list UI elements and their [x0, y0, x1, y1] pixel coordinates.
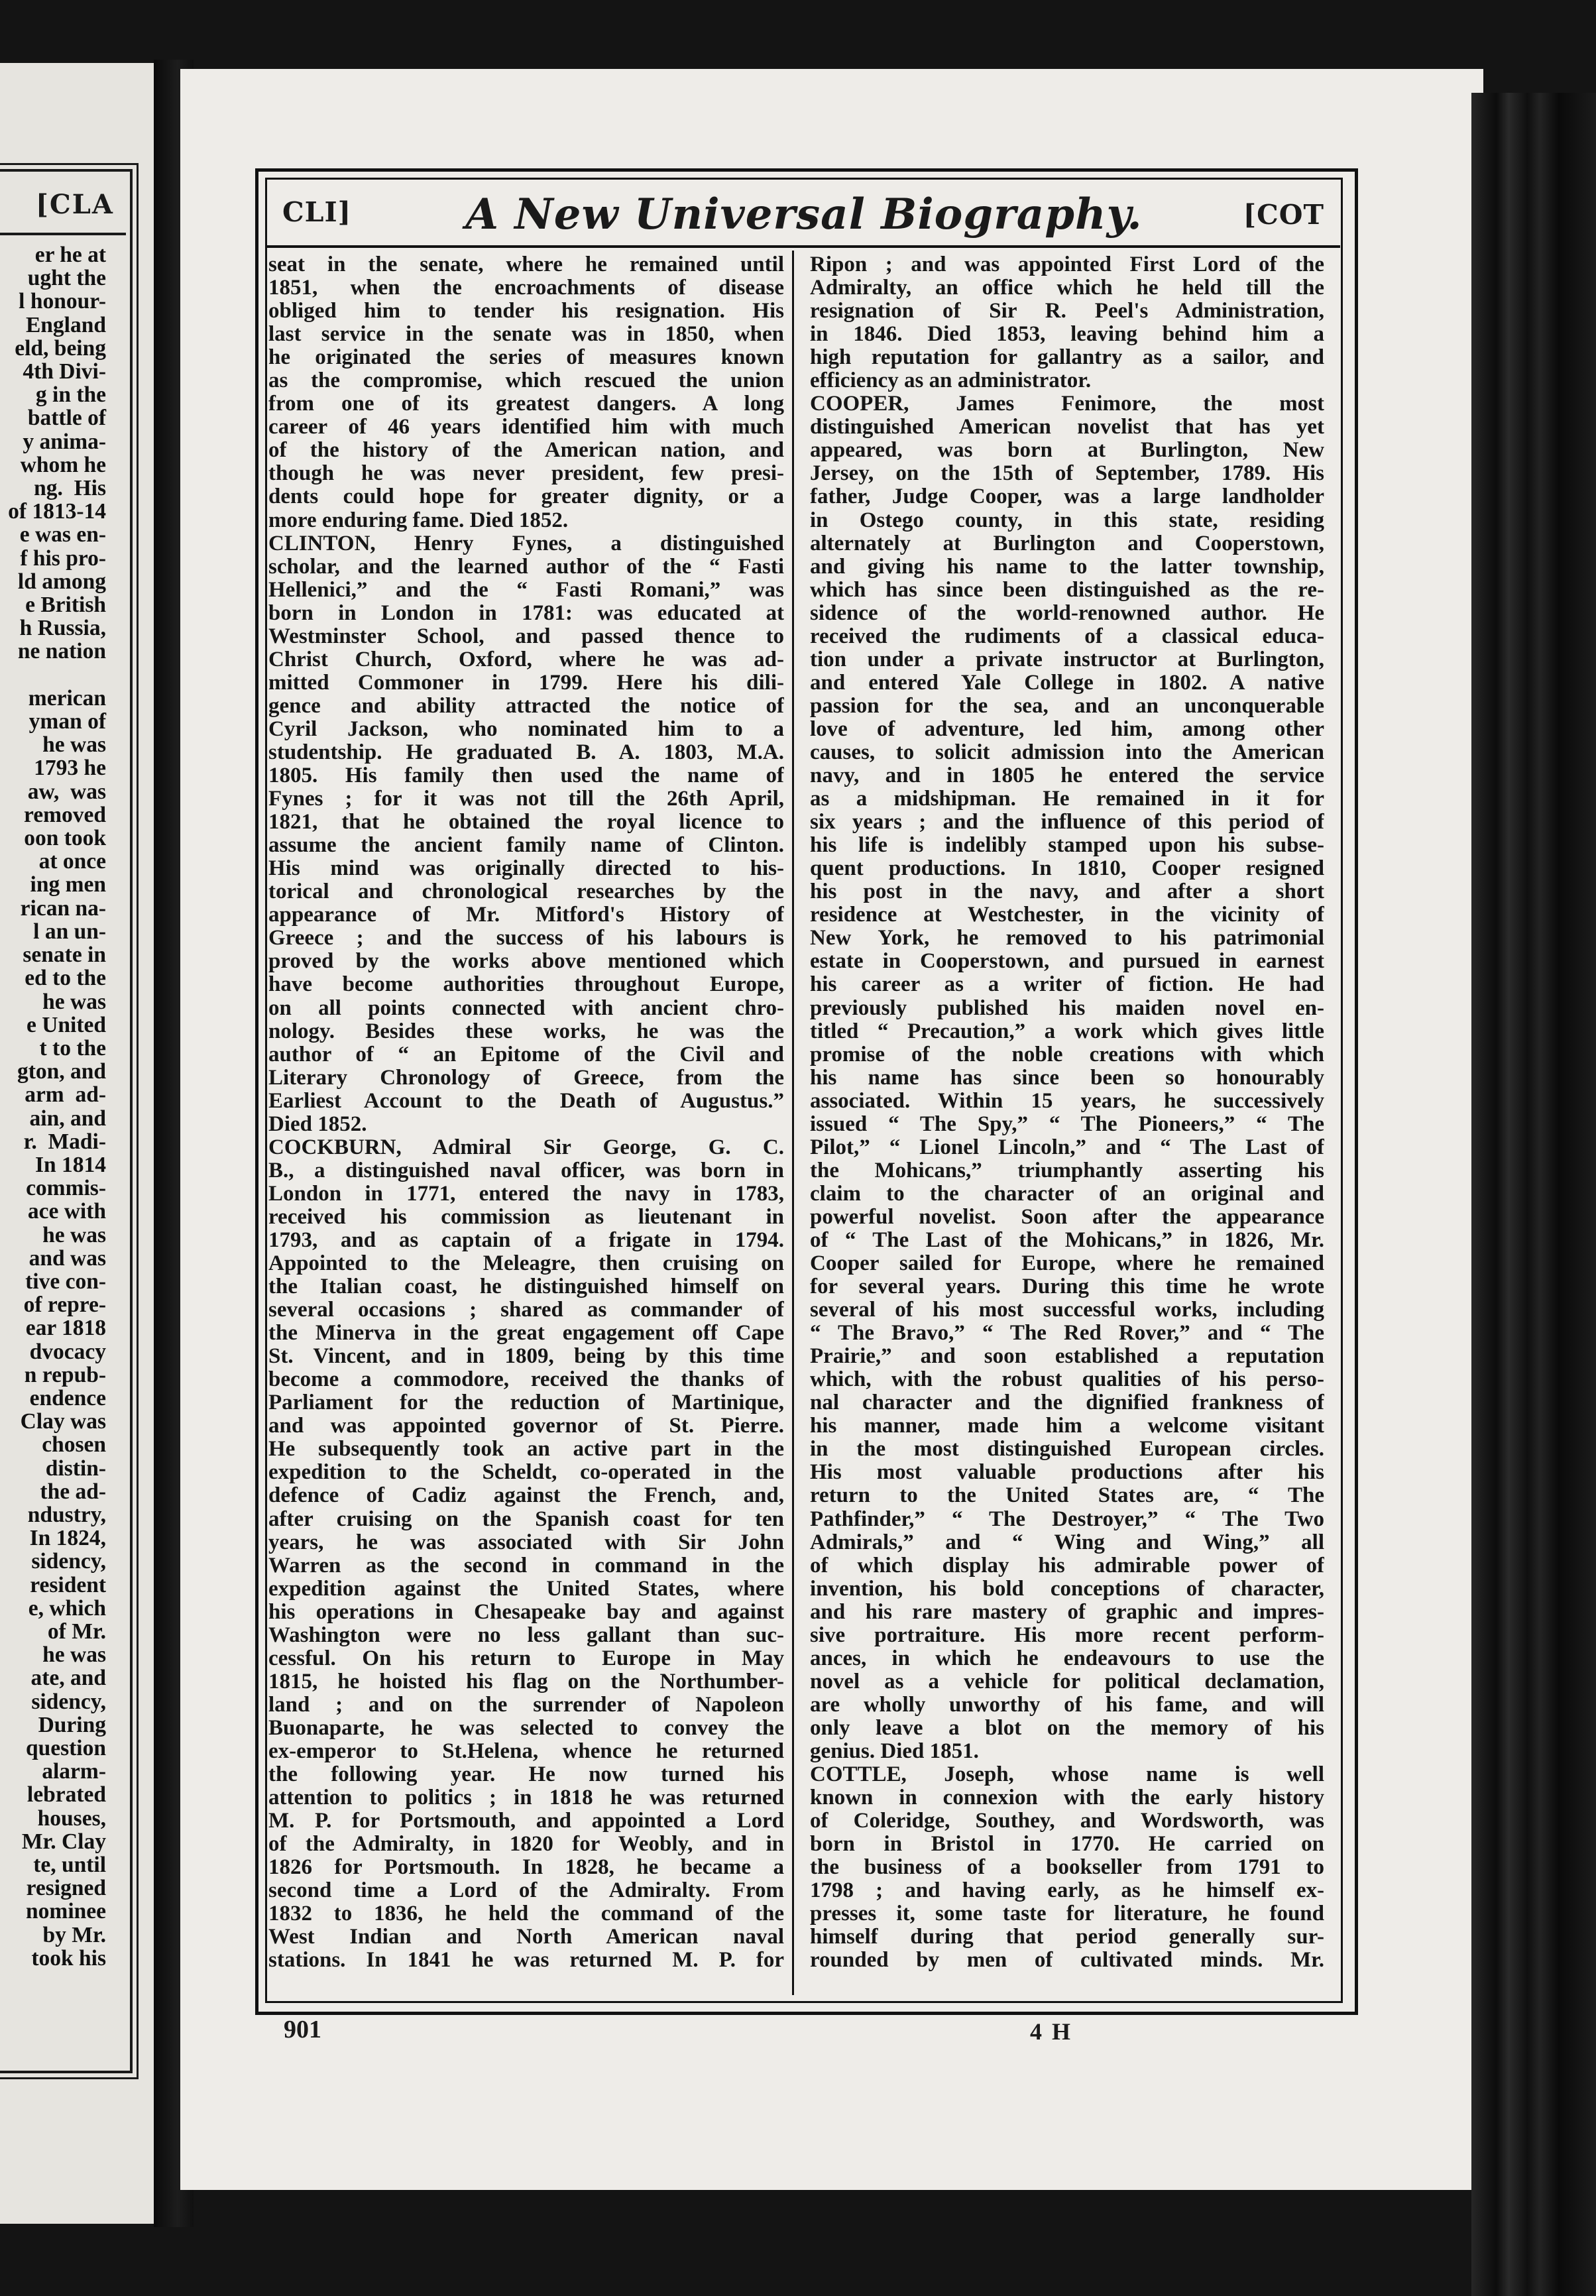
text-line: ances, in which he endeavours to use the [810, 1646, 1324, 1670]
text-line: stations. In 1841 he was returned M. P. for [268, 1949, 784, 1973]
previous-page-line: Clay was [20, 1409, 106, 1434]
text-line: are wholly unworthy of his fame, and will [810, 1693, 1324, 1717]
previous-page-line: ace with [27, 1199, 106, 1224]
text-line: distinguished American novelist that has yet [810, 416, 1324, 439]
text-line: scholar, and the learned author of the “ Fasti [268, 555, 784, 579]
previous-page-line: he was [42, 1222, 106, 1247]
column-divider [792, 251, 794, 1995]
text-line: Earliest Account to the Death of Augustus.” [268, 1089, 784, 1113]
previous-page-line: ng. His [34, 476, 106, 501]
previous-page-line: rican na- [20, 895, 106, 921]
text-line: sive portraiture. His more recent perform- [810, 1623, 1324, 1647]
text-line: have become authorities throughout Europe, [268, 973, 784, 997]
text-line: the following year. He now turned his [268, 1763, 784, 1787]
text-line: seat in the senate, where he remained until [268, 253, 784, 276]
text-line: of the Admiralty, in 1820 for Weobly, and in [268, 1833, 784, 1857]
header-rule [265, 245, 1340, 248]
text-line: novel as a vehicle for political declamation, [810, 1670, 1324, 1693]
text-line: Christ Church, Oxford, where he was ad- [268, 648, 784, 671]
previous-page-line: n repub- [24, 1362, 106, 1387]
text-line: years, he was associated with Sir John [268, 1530, 784, 1554]
text-line: estate in Cooperstown, and pursued in earnest [810, 950, 1324, 974]
previous-page-line: nominee [26, 1899, 106, 1924]
book-page-edges [1471, 93, 1596, 2296]
previous-page-line: lebrated [27, 1782, 106, 1808]
previous-page-line: e was en- [19, 522, 106, 547]
previous-page-line: resident [30, 1572, 106, 1597]
previous-page-line: he was [42, 1642, 106, 1668]
text-line: COTTLE, Joseph, whose name is well [810, 1763, 1324, 1787]
text-line: efficiency as an administrator. [810, 369, 1092, 393]
previous-page-line: During [38, 1712, 106, 1737]
previous-page-line: ld among [17, 569, 106, 594]
text-line: attention to politics ; in 1818 he was returned [268, 1786, 784, 1810]
text-line: studentship. He graduated B. A. 1803, M.A. [268, 740, 784, 764]
text-line: as a midshipman. He remained in it for [810, 787, 1324, 811]
text-line: genius. Died 1851. [810, 1740, 979, 1763]
previous-page-line: g in the [35, 382, 106, 408]
previous-page-line: alarm- [42, 1759, 106, 1784]
text-column-left [268, 253, 784, 1972]
previous-page-line: took his [31, 1945, 106, 1971]
text-line: quent productions. In 1810, Cooper resigned [810, 857, 1324, 881]
text-line: his name has since been so honourably [810, 1066, 1324, 1090]
header-right-label: [COT [1243, 199, 1324, 231]
text-line: assume the ancient family name of Clinton. [268, 834, 784, 858]
previous-page-line: te, until [33, 1853, 106, 1878]
previous-page-line: of repre- [23, 1292, 106, 1318]
previous-page-line: battle of [27, 406, 106, 431]
text-line: Westminster School, and passed thence to [268, 624, 784, 648]
previous-page-line: f his pro- [20, 545, 106, 571]
header-title: A New Universal Biography. [465, 190, 1143, 239]
running-header [265, 182, 1343, 243]
previous-page-line: h Russia, [19, 616, 106, 641]
text-line: of the history of the American nation, and [268, 439, 784, 463]
text-line: more enduring fame. Died 1852. [268, 508, 569, 532]
text-line: land ; and on the surrender of Napoleon [268, 1693, 784, 1717]
text-line: powerful novelist. Soon after the appearance [810, 1205, 1324, 1229]
text-line: sidence of the world-renowned author. He [810, 601, 1324, 625]
text-line: in the most distinguished European circles. [810, 1438, 1324, 1462]
previous-page-line: sidency, [31, 1549, 106, 1574]
text-line: Hellenici,” and the “ Fasti Romani,” was [268, 578, 784, 602]
previous-page-line: gton, and [17, 1059, 106, 1084]
previous-page-line: ing men [30, 872, 106, 897]
text-line: nal character and the dignified frankness of [810, 1391, 1324, 1415]
previous-page-header: [CLA [36, 189, 114, 220]
text-line: and his rare mastery of graphic and impres- [810, 1600, 1324, 1624]
printer-signature: 4 H [1030, 2018, 1073, 2045]
text-line: second time a Lord of the Admiralty. From [268, 1879, 784, 1903]
text-column-right [810, 253, 1324, 1972]
text-line: himself during that period generally sur- [810, 1925, 1324, 1949]
text-line: Admiralty, an office which he held till the [810, 276, 1324, 300]
text-line: nology. Besides these works, he was the [268, 1019, 784, 1043]
text-line: He subsequently took an active part in the [268, 1438, 784, 1462]
previous-page-line: oon took [24, 826, 106, 851]
previous-page-line: tive con- [25, 1269, 106, 1294]
previous-page-line: aw, was [27, 779, 106, 804]
text-line: appeared, was born at Burlington, New [810, 439, 1324, 463]
previous-page-line: ught the [27, 266, 106, 291]
text-line: residence at Westchester, in the vicinity of [810, 903, 1324, 927]
previous-page-line: e British [25, 593, 106, 618]
header-left-label: CLI] [282, 196, 352, 228]
text-line: as the compromise, which rescued the union [268, 369, 784, 393]
text-line: presses it, some taste for literature, he found [810, 1902, 1324, 1926]
previous-page-column [0, 243, 106, 1970]
text-line: navy, and in 1805 he entered the service [810, 764, 1324, 788]
text-line: which, with the robust qualities of his perso- [810, 1368, 1324, 1392]
text-line: 1832 to 1836, he held the command of the [268, 1902, 784, 1926]
previous-page-line: ndustry, [27, 1502, 106, 1527]
previous-page-line: sidency, [31, 1689, 106, 1714]
previous-page-line: eld, being [15, 335, 106, 361]
previous-page-line: resigned [26, 1876, 106, 1901]
previous-page-line: e, which [28, 1595, 106, 1621]
previous-page-line: t to the [39, 1035, 106, 1061]
previous-page-line: of 1813-14 [8, 499, 106, 524]
previous-page-line: l honour- [19, 289, 106, 314]
text-line: obliged him to tender his resignation. His [268, 300, 784, 323]
text-line: expedition to the Scheldt, co-operated in the [268, 1461, 784, 1485]
text-line: New York, he removed to his patrimonial [810, 927, 1324, 950]
previous-page-line: distin- [45, 1456, 106, 1481]
previous-page-line: y anima- [23, 429, 106, 454]
text-line: previously published his maiden novel en- [810, 996, 1324, 1020]
page-number: 901 [284, 2016, 321, 2043]
text-line: dents could hope for greater dignity, or a [268, 485, 784, 509]
text-line: born in London in 1781: was educated at [268, 601, 784, 625]
previous-page-line: senate in [23, 943, 106, 968]
text-line: from one of its greatest dangers. A long [268, 392, 784, 416]
previous-page-line: ed to the [25, 966, 106, 991]
text-line: Cyril Jackson, who nominated him to a [268, 717, 784, 741]
text-line: and giving his name to the latter township, [810, 555, 1324, 579]
previous-page-line: r. Madi- [23, 1129, 106, 1154]
previous-page [0, 63, 166, 2224]
text-line: alternately at Burlington and Cooperstown, [810, 532, 1324, 555]
text-line: on all points connected with ancient chro- [268, 996, 784, 1020]
previous-page-header-rule [0, 233, 126, 235]
text-line: in Ostego county, in this state, residing [810, 508, 1324, 532]
text-line: resignation of Sir R. Peel's Administration, [810, 300, 1324, 323]
text-line: West Indian and North American naval [268, 1925, 784, 1949]
previous-page-line: arm ad- [25, 1082, 106, 1108]
text-line: COOPER, James Fenimore, the most [810, 392, 1324, 416]
text-line: causes, to solicit admission into the American [810, 740, 1324, 764]
text-line: 1826 for Portsmouth. In 1828, he became a [268, 1856, 784, 1880]
previous-page-line: 4th Divi- [23, 359, 106, 384]
text-line: last service in the senate was in 1850, when [268, 323, 784, 347]
text-line: received his commission as lieutenant in [268, 1205, 784, 1229]
text-line: tion under a private instructor at Burlington, [810, 648, 1324, 671]
text-line: 1798 ; and having early, as he himself ex- [810, 1879, 1324, 1903]
text-line: known in connexion with the early history [810, 1786, 1324, 1810]
previous-page-line: he was [42, 732, 106, 758]
text-line: COCKBURN, Admiral Sir George, G. C. [268, 1135, 784, 1159]
text-line: Prairie,” and soon established a reputation [810, 1345, 1324, 1369]
previous-page-line: whom he [20, 452, 106, 477]
text-line: St. Vincent, and in 1809, being by this time [268, 1345, 784, 1369]
previous-page-line: er he at [34, 243, 106, 267]
text-line: the business of a bookseller from 1791 to [810, 1856, 1324, 1880]
text-line: Pilot,” “ Lionel Lincoln,” and “ The Last of [810, 1135, 1324, 1159]
text-line: 1793, and as captain of a frigate in 1794. [268, 1228, 784, 1252]
text-line: proved by the works above mentioned which [268, 950, 784, 974]
text-line: his manner, made him a welcome visitant [810, 1414, 1324, 1438]
text-line: passion for the sea, and an unconquerable [810, 694, 1324, 718]
text-line: Greece ; and the success of his labours is [268, 927, 784, 950]
text-line: several occasions ; shared as commander of [268, 1298, 784, 1322]
text-line: career of 46 years identified him with much [268, 416, 784, 439]
text-line: claim to the character of an original and [810, 1182, 1324, 1206]
previous-page-line: and was [28, 1245, 106, 1271]
text-line: 1815, he hoisted his flag on the Northumber- [268, 1670, 784, 1693]
text-line: CLINTON, Henry Fynes, a distinguished [268, 532, 784, 555]
previous-page-line: l an un- [33, 919, 106, 944]
text-line: of “ The Last of the Mohicans,” in 1826, Mr. [810, 1228, 1324, 1252]
text-line: though he was never president, few presi- [268, 462, 784, 486]
previous-page-line: at once [38, 849, 106, 874]
text-line: mitted Commoner in 1799. Here his dili- [268, 671, 784, 695]
previous-page-line: chosen [42, 1432, 106, 1458]
text-line: become a commodore, received the thanks of [268, 1368, 784, 1392]
text-line: London in 1771, entered the navy in 1783, [268, 1182, 784, 1206]
text-line: his operations in Chesapeake bay and against [268, 1600, 784, 1624]
text-line: after cruising on the Spanish coast for ten [268, 1507, 784, 1531]
text-line: defence of Cadiz against the French, and, [268, 1484, 784, 1508]
text-line: of which display his admirable power of [810, 1554, 1324, 1578]
text-line: for several years. During this time he wrote [810, 1275, 1324, 1299]
text-line: return to the United States are, “ The [810, 1484, 1324, 1508]
text-line: Jersey, on the 15th of September, 1789. His [810, 462, 1324, 486]
text-line: rounded by men of cultivated minds. Mr. [810, 1949, 1324, 1973]
text-line: Washington were no less gallant than suc- [268, 1623, 784, 1647]
text-line: invention, his bold conceptions of character, [810, 1577, 1324, 1601]
text-line: his life is indelibly stamped upon his subse- [810, 834, 1324, 858]
previous-page-line: Mr. Clay [21, 1829, 106, 1854]
previous-page-line: 1793 he [34, 756, 106, 781]
text-line: “ The Bravo,” “ The Red Rover,” and “ The [810, 1322, 1324, 1346]
previous-page-line: of Mr. [47, 1619, 106, 1644]
text-line: associated. Within 15 years, he successively [810, 1089, 1324, 1113]
text-line: 1851, when the encroachments of disease [268, 276, 784, 300]
previous-page-line: merican [28, 685, 106, 711]
previous-page-line: England [25, 312, 106, 337]
text-line: six years ; and the influence of this period of [810, 811, 1324, 834]
text-line: in 1846. Died 1853, leaving behind him a [810, 323, 1324, 347]
text-line: and entered Yale College in 1802. A native [810, 671, 1324, 695]
text-line: author of “ an Epitome of the Civil and [268, 1043, 784, 1066]
text-line: titled “ Precaution,” a work which gives little [810, 1019, 1324, 1043]
previous-page-line: yman of [28, 709, 106, 734]
text-line: torical and chronological researches by the [268, 880, 784, 904]
text-line: Pathfinder,” “ The Destroyer,” “ The Two [810, 1507, 1324, 1531]
text-line: Cooper sailed for Europe, where he remained [810, 1252, 1324, 1276]
text-line: M. P. for Portsmouth, and appointed a Lord [268, 1809, 784, 1833]
text-line: gence and ability attracted the notice of [268, 694, 784, 718]
text-line: promise of the noble creations with which [810, 1043, 1324, 1066]
text-line: Ripon ; and was appointed First Lord of the [810, 253, 1324, 276]
previous-page-line: dvocacy [29, 1339, 106, 1364]
text-line: expedition against the United States, where [268, 1577, 784, 1601]
text-line: which has since been distinguished as the re- [810, 578, 1324, 602]
previous-page-line: commis- [26, 1176, 106, 1201]
text-line: high reputation for gallantry as a sailor, and [810, 346, 1324, 370]
previous-page-line: question [25, 1736, 106, 1760]
previous-page-line: ate, and [30, 1666, 106, 1691]
text-line: cessful. On his return to Europe in May [268, 1646, 784, 1670]
text-line: issued “ The Spy,” “ The Pioneers,” “ The [810, 1112, 1324, 1136]
text-line: Literary Chronology of Greece, from the [268, 1066, 784, 1090]
text-line: and was appointed governor of St. Pierre. [268, 1414, 784, 1438]
previous-page-line: he was [42, 989, 106, 1014]
previous-page-line: ne nation [17, 639, 106, 664]
text-line: the Italian coast, he distinguished himself on [268, 1275, 784, 1299]
text-line: his career as a writer of fiction. He had [810, 973, 1324, 997]
text-line: Buonaparte, he was selected to convey the [268, 1716, 784, 1740]
previous-page-line: ain, and [29, 1106, 106, 1131]
text-line: His most valuable productions after his [810, 1461, 1324, 1485]
text-line: Admirals,” and “ Wing and Wing,” all [810, 1530, 1324, 1554]
text-line: ex-emperor to St.Helena, whence he returned [268, 1740, 784, 1763]
text-line: born in Bristol in 1770. He carried on [810, 1833, 1324, 1857]
text-line: only leave a blot on the memory of his [810, 1716, 1324, 1740]
previous-page-line [0, 663, 106, 687]
previous-page-line: houses, [37, 1806, 106, 1831]
text-line: 1805. His family then used the name of [268, 764, 784, 788]
previous-page-line: endence [29, 1385, 106, 1410]
previous-page-line: In 1824, [29, 1526, 106, 1551]
text-line: Appointed to the Meleagre, then cruising on [268, 1252, 784, 1276]
text-line: the Minerva in the great engagement off Cape [268, 1322, 784, 1346]
text-line: Died 1852. [268, 1112, 367, 1136]
text-line: appearance of Mr. Mitford's History of [268, 903, 784, 927]
text-line: Parliament for the reduction of Martinique, [268, 1391, 784, 1415]
text-line: several of his most successful works, including [810, 1298, 1324, 1322]
previous-page-line: ear 1818 [25, 1316, 106, 1341]
previous-page-line: removed [23, 802, 106, 827]
text-line: of Coleridge, Southey, and Wordsworth, was [810, 1809, 1324, 1833]
previous-page-line: the ad- [40, 1479, 106, 1504]
text-line: Warren as the second in command in the [268, 1554, 784, 1578]
text-line: Fynes ; for it was not till the 26th April, [268, 787, 784, 811]
text-line: father, Judge Cooper, was a large landholder [810, 485, 1324, 509]
text-line: his post in the navy, and after a short [810, 880, 1324, 904]
text-line: love of adventure, led him, among other [810, 717, 1324, 741]
text-line: he originated the series of measures known [268, 346, 784, 370]
text-line: received the rudiments of a classical educa- [810, 624, 1324, 648]
text-line: the Mohicans,” triumphantly asserting his [810, 1159, 1324, 1182]
text-line: B., a distinguished naval officer, was born in [268, 1159, 784, 1182]
text-line: 1821, that he obtained the royal licence to [268, 811, 784, 834]
previous-page-line: e United [26, 1012, 106, 1037]
previous-page-line: In 1814 [34, 1152, 106, 1177]
text-line: His mind was originally directed to his- [268, 857, 784, 881]
previous-page-line: by Mr. [42, 1922, 106, 1947]
